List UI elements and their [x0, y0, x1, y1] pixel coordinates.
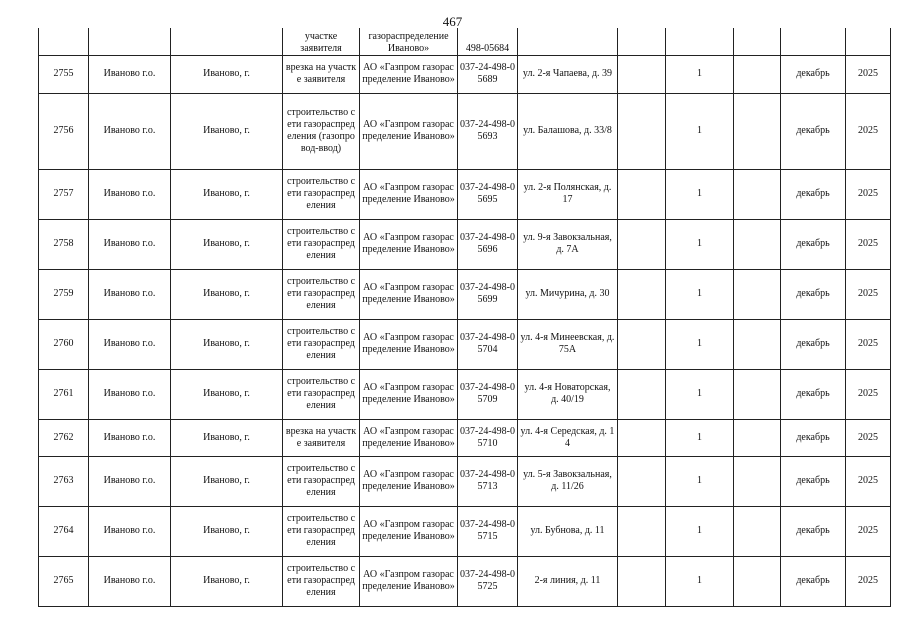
cell-year: 2025 [846, 419, 891, 456]
cell-empty-2 [734, 28, 781, 55]
cell-settlement: Иваново, г. [171, 269, 283, 319]
cell-num: 2757 [39, 169, 89, 219]
table-row [39, 369, 891, 419]
cell-district [89, 28, 171, 55]
cell-district: Иваново г.о. [89, 269, 171, 319]
cell-empty-1 [618, 28, 666, 55]
cell-month: декабрь [781, 369, 846, 419]
cell-empty-1 [618, 369, 666, 419]
cell-num: 2755 [39, 55, 89, 93]
cell-address: 2-я линия, д. 11 [518, 556, 618, 606]
cell-code: 498-05684 [458, 28, 518, 55]
cell-settlement: Иваново, г. [171, 506, 283, 556]
cell-code: 037-24-498-05693 [458, 93, 518, 169]
cell-organization: АО «Газпром газораспределение Иваново» [360, 319, 458, 369]
cell-code: 037-24-498-05696 [458, 219, 518, 269]
cell-quantity: 1 [666, 556, 734, 606]
cell-address: ул. 2-я Чапаева, д. 39 [518, 55, 618, 93]
cell-year: 2025 [846, 169, 891, 219]
cell-work: строительство сети газораспределения [283, 369, 360, 419]
cell-quantity: 1 [666, 269, 734, 319]
cell-num [39, 28, 89, 55]
cell-year: 2025 [846, 556, 891, 606]
table-row [39, 269, 891, 319]
cell-organization: АО «Газпром газораспределение Иваново» [360, 506, 458, 556]
cell-address: ул. 9-я Завокзальная, д. 7А [518, 219, 618, 269]
table-row [39, 556, 891, 606]
cell-settlement: Иваново, г. [171, 169, 283, 219]
cell-work: врезка на участке заявителя [283, 419, 360, 456]
cell-settlement: Иваново, г. [171, 319, 283, 369]
cell-empty-1 [618, 219, 666, 269]
cell-year: 2025 [846, 93, 891, 169]
page-number: 467 [442, 14, 463, 29]
cell-district: Иваново г.о. [89, 506, 171, 556]
cell-code: 037-24-498-05699 [458, 269, 518, 319]
cell-district: Иваново г.о. [89, 456, 171, 506]
cell-work: участке заявителя [283, 28, 360, 55]
cell-month: декабрь [781, 319, 846, 369]
cell-quantity: 1 [666, 369, 734, 419]
cell-num: 2756 [39, 93, 89, 169]
cell-quantity [666, 28, 734, 55]
cell-address: ул. 4-я Новаторская, д. 40/19 [518, 369, 618, 419]
schedule-table-wrapper [38, 28, 891, 607]
table-row [39, 55, 891, 93]
cell-settlement: Иваново, г. [171, 456, 283, 506]
cell-settlement [171, 28, 283, 55]
cell-empty-2 [734, 456, 781, 506]
cell-code: 037-24-498-05713 [458, 456, 518, 506]
cell-code: 037-24-498-05715 [458, 506, 518, 556]
cell-month: декабрь [781, 506, 846, 556]
cell-district: Иваново г.о. [89, 55, 171, 93]
cell-empty-1 [618, 419, 666, 456]
gasification-schedule-table [38, 28, 891, 607]
cell-district: Иваново г.о. [89, 93, 171, 169]
cell-work: строительство сети газораспределения [283, 506, 360, 556]
cell-address: ул. 4-я Минеевская, д. 75А [518, 319, 618, 369]
cell-district: Иваново г.о. [89, 169, 171, 219]
cell-empty-2 [734, 55, 781, 93]
cell-num: 2759 [39, 269, 89, 319]
cell-organization: газораспределение Иваново» [360, 28, 458, 55]
cell-work: врезка на участке заявителя [283, 55, 360, 93]
cell-num: 2762 [39, 419, 89, 456]
cell-empty-2 [734, 93, 781, 169]
cell-empty-2 [734, 419, 781, 456]
cell-organization: АО «Газпром газораспределение Иваново» [360, 93, 458, 169]
cell-code: 037-24-498-05695 [458, 169, 518, 219]
table-row [39, 319, 891, 369]
cell-organization: АО «Газпром газораспределение Иваново» [360, 369, 458, 419]
cell-year: 2025 [846, 456, 891, 506]
cell-month: декабрь [781, 419, 846, 456]
cell-address: ул. 2-я Полянская, д. 17 [518, 169, 618, 219]
cell-work: строительство сети газораспределения [283, 456, 360, 506]
cell-settlement: Иваново, г. [171, 419, 283, 456]
cell-empty-2 [734, 219, 781, 269]
cell-address: ул. 5-я Завокзальная, д. 11/26 [518, 456, 618, 506]
cell-empty-1 [618, 169, 666, 219]
cell-address: ул. 4-я Середская, д. 14 [518, 419, 618, 456]
cell-district: Иваново г.о. [89, 419, 171, 456]
cell-empty-2 [734, 269, 781, 319]
cell-organization: АО «Газпром газораспределение Иваново» [360, 419, 458, 456]
cell-quantity: 1 [666, 456, 734, 506]
cell-empty-2 [734, 319, 781, 369]
cell-work: строительство сети газораспределения [283, 219, 360, 269]
cell-year: 2025 [846, 55, 891, 93]
cell-empty-1 [618, 556, 666, 606]
cell-month: декабрь [781, 219, 846, 269]
cell-work: строительство сети газораспределения [283, 169, 360, 219]
cell-address [518, 28, 618, 55]
cell-organization: АО «Газпром газораспределение Иваново» [360, 55, 458, 93]
cell-quantity: 1 [666, 419, 734, 456]
table-row [39, 219, 891, 269]
cell-empty-2 [734, 169, 781, 219]
cell-district: Иваново г.о. [89, 319, 171, 369]
cell-code: 037-24-498-05689 [458, 55, 518, 93]
cell-month: декабрь [781, 55, 846, 93]
cell-year: 2025 [846, 369, 891, 419]
cell-month: декабрь [781, 556, 846, 606]
table-row [39, 169, 891, 219]
cell-month [781, 28, 846, 55]
cell-quantity: 1 [666, 219, 734, 269]
cell-num: 2764 [39, 506, 89, 556]
cell-settlement: Иваново, г. [171, 556, 283, 606]
cell-quantity: 1 [666, 55, 734, 93]
cell-code: 037-24-498-05709 [458, 369, 518, 419]
cell-empty-1 [618, 93, 666, 169]
cell-num: 2760 [39, 319, 89, 369]
cell-code: 037-24-498-05710 [458, 419, 518, 456]
cell-work: строительство сети газораспределения [283, 319, 360, 369]
cell-quantity: 1 [666, 93, 734, 169]
cell-organization: АО «Газпром газораспределение Иваново» [360, 456, 458, 506]
cell-month: декабрь [781, 169, 846, 219]
cell-empty-1 [618, 319, 666, 369]
cell-quantity: 1 [666, 319, 734, 369]
cell-empty-2 [734, 506, 781, 556]
cell-quantity: 1 [666, 506, 734, 556]
table-body [39, 28, 891, 606]
cell-district: Иваново г.о. [89, 369, 171, 419]
table-row [39, 506, 891, 556]
cell-organization: АО «Газпром газораспределение Иваново» [360, 169, 458, 219]
cell-year: 2025 [846, 219, 891, 269]
cell-empty-2 [734, 556, 781, 606]
cell-settlement: Иваново, г. [171, 55, 283, 93]
cell-settlement: Иваново, г. [171, 93, 283, 169]
cell-address: ул. Балашова, д. 33/8 [518, 93, 618, 169]
cell-num: 2763 [39, 456, 89, 506]
table-row-continuation [39, 28, 891, 55]
cell-month: декабрь [781, 456, 846, 506]
cell-address: ул. Бубнова, д. 11 [518, 506, 618, 556]
cell-quantity: 1 [666, 169, 734, 219]
cell-num: 2761 [39, 369, 89, 419]
cell-month: декабрь [781, 93, 846, 169]
cell-code: 037-24-498-05704 [458, 319, 518, 369]
cell-work: строительство сети газораспределения [283, 269, 360, 319]
table-row [39, 93, 891, 169]
cell-district: Иваново г.о. [89, 219, 171, 269]
cell-empty-1 [618, 456, 666, 506]
cell-empty-2 [734, 369, 781, 419]
cell-year: 2025 [846, 269, 891, 319]
cell-district: Иваново г.о. [89, 556, 171, 606]
cell-empty-1 [618, 55, 666, 93]
cell-settlement: Иваново, г. [171, 219, 283, 269]
cell-empty-1 [618, 506, 666, 556]
cell-settlement: Иваново, г. [171, 369, 283, 419]
cell-month: декабрь [781, 269, 846, 319]
cell-address: ул. Мичурина, д. 30 [518, 269, 618, 319]
cell-year: 2025 [846, 319, 891, 369]
cell-code: 037-24-498-05725 [458, 556, 518, 606]
cell-organization: АО «Газпром газораспределение Иваново» [360, 556, 458, 606]
cell-organization: АО «Газпром газораспределение Иваново» [360, 269, 458, 319]
cell-organization: АО «Газпром газораспределение Иваново» [360, 219, 458, 269]
cell-num: 2765 [39, 556, 89, 606]
cell-work: строительство сети газораспределения (газопровод-ввод) [283, 93, 360, 169]
cell-empty-1 [618, 269, 666, 319]
cell-year [846, 28, 891, 55]
table-row [39, 456, 891, 506]
cell-num: 2758 [39, 219, 89, 269]
cell-work: строительство сети газораспределения [283, 556, 360, 606]
table-row [39, 419, 891, 456]
cell-year: 2025 [846, 506, 891, 556]
